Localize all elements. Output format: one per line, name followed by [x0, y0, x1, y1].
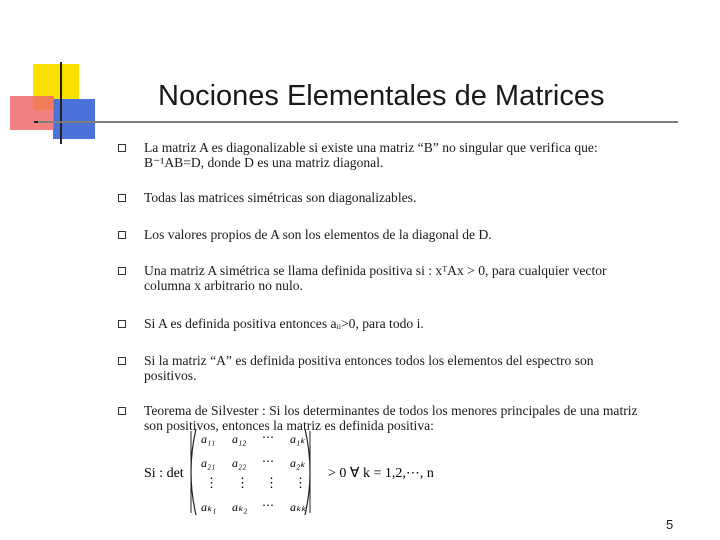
square-bullet-icon [118, 194, 126, 202]
formula-graphic [144, 427, 484, 517]
square-bullet-icon [118, 231, 126, 239]
matrix-row [201, 430, 306, 446]
bullet-text: Si la matriz “A” es definida positiva entonces todos los elementos del espectro son positivos. [144, 353, 594, 383]
square-bullet-icon [118, 144, 126, 152]
matrix-cell: a₁₁ [201, 432, 216, 446]
matrix-cell: ⋮ [205, 475, 218, 490]
matrix-row [205, 475, 307, 490]
matrix-cell: ⋮ [265, 475, 278, 490]
square-bullet-icon [118, 267, 126, 275]
matrix-cell: ⋯ [262, 454, 274, 468]
square-bullet-icon [118, 407, 126, 415]
square-bullet-icon [118, 320, 126, 328]
bullet-text: Una matriz A simétrica se llama definida positiva si : xᵀAx > 0, para cualquier vector columna x arbitrario no nulo. [144, 263, 607, 293]
matrix-cell: ⋯ [262, 498, 274, 512]
matrix-row [201, 498, 307, 514]
bullet-item [116, 353, 646, 383]
page-number: 5 [666, 517, 674, 532]
slide-title: Nociones Elementales de Matrices [158, 80, 605, 112]
matrix-cell: ⋯ [262, 430, 274, 444]
bullet-item [116, 190, 646, 205]
formula-suffix: > 0 ∀ k = 1,2,⋯, n [328, 466, 434, 481]
silvester-formula [144, 427, 484, 517]
bullet-item [116, 263, 646, 293]
matrix-cell: aₖ₁ [201, 500, 217, 514]
decor-vertical-line [60, 62, 62, 144]
matrix-cell: aₖ₂ [232, 500, 248, 514]
bullet-text: Teorema de Silvester : Si los determinantes de todos los menores principales de una matriz son positivos, entonces la matriz es definida positiva: [144, 403, 638, 433]
formula-prefix: Si : det [144, 466, 184, 481]
matrix-cell: a₂₁ [201, 456, 216, 470]
square-bullet-icon [118, 357, 126, 365]
bullet-text: Si A es definida positiva entonces aᵢᵢ>0, para todo i. [144, 316, 424, 331]
matrix-cell: a₁ₖ [290, 432, 306, 446]
bullet-text: Todas las matrices simétricas son diagonalizables. [144, 190, 417, 205]
bullet-list [116, 140, 646, 433]
bullet-item [116, 316, 646, 331]
decor-red-square [10, 96, 54, 130]
matrix-cell: aₖₖ [290, 500, 307, 514]
title-divider [38, 121, 678, 123]
matrix-row [201, 454, 306, 470]
left-paren-icon [191, 429, 196, 515]
matrix-cell: a₂ₖ [290, 456, 306, 470]
bullet-item [116, 227, 646, 242]
matrix-cell: a₁₂ [232, 432, 247, 446]
matrix-cell: a₂₂ [232, 456, 247, 470]
matrix-cell: ⋮ [294, 475, 307, 490]
matrix-cell: ⋮ [236, 475, 249, 490]
bullet-text: La matriz A es diagonalizable si existe una matriz “B” no singular que verifica que: B⁻¹AB=D, donde D es una matriz diagonal. [144, 140, 598, 170]
bullet-item [116, 140, 646, 170]
bullet-text: Los valores propios de A son los elementos de la diagonal de D. [144, 227, 492, 242]
